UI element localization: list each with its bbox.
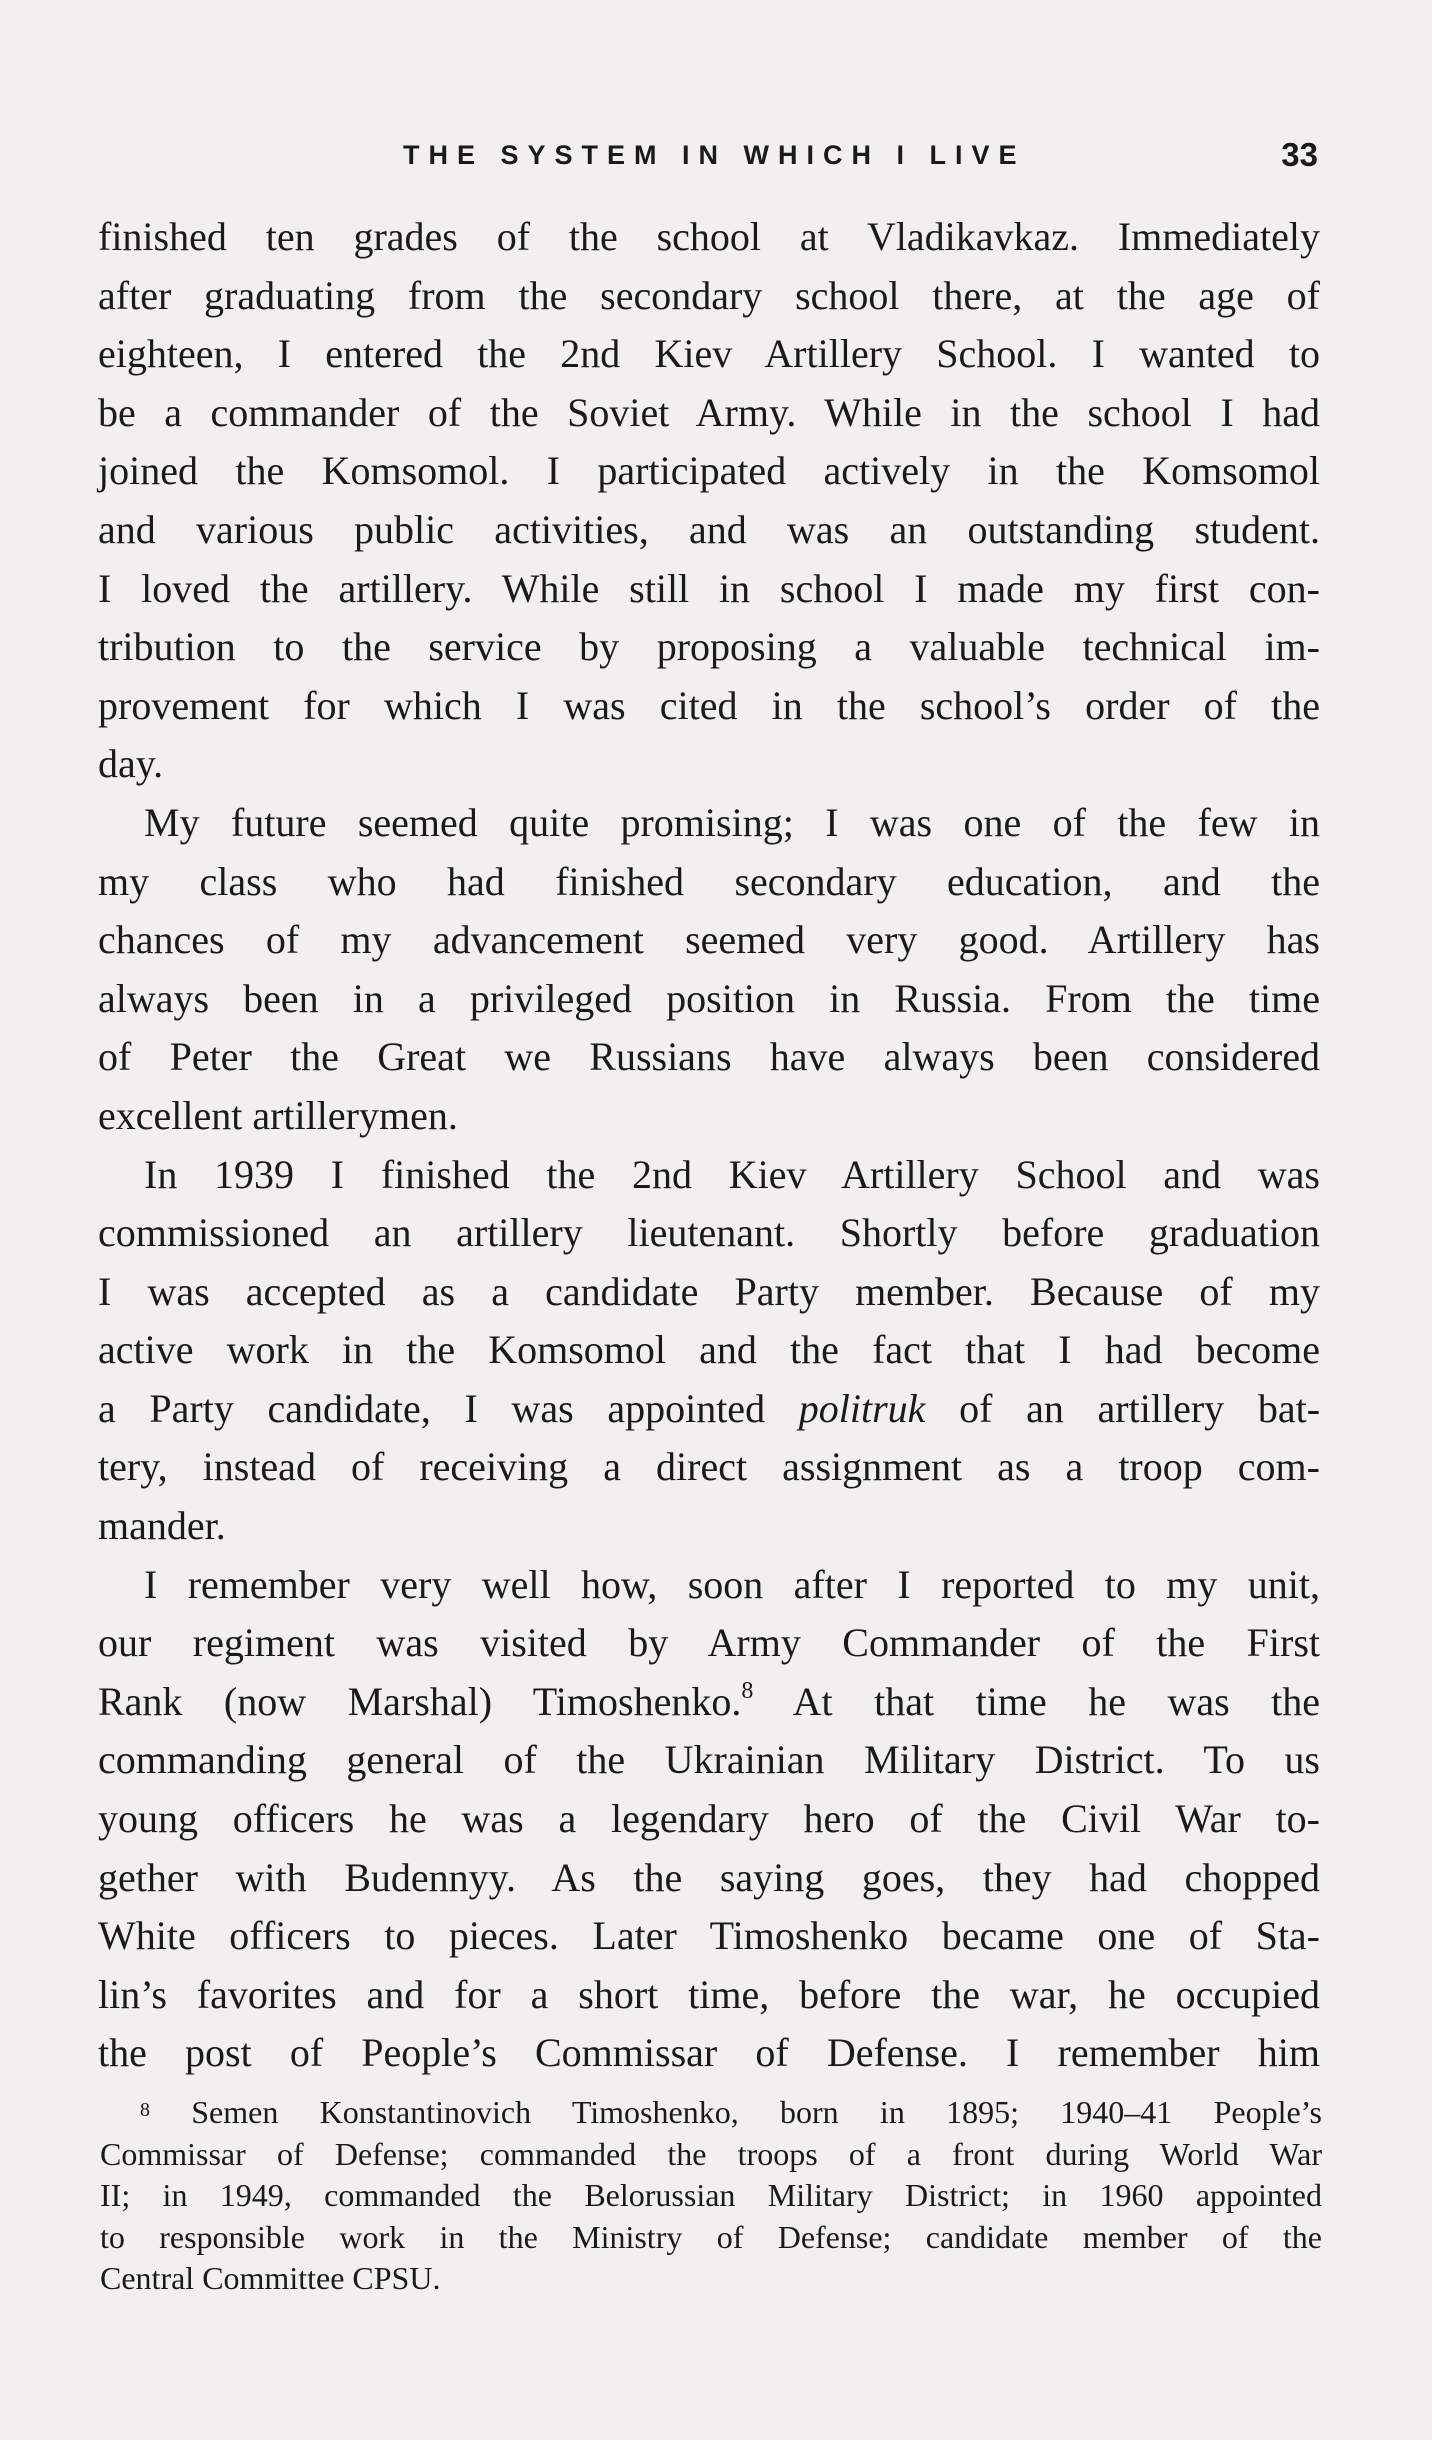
- footnote-marker: 8: [140, 2099, 150, 2122]
- text-line: of Peter the Great we Russians have always been considered: [98, 1034, 1320, 1080]
- text-line: finished ten grades of the school at Vladikavkaz. Immediately: [98, 214, 1320, 259]
- text-line: day.: [98, 741, 164, 787]
- paragraph-start-line: My future seemed quite promising; I was one of the few in: [144, 799, 1320, 845]
- footnote-line: Commissar of Defense; commanded the troops of a front during World War: [100, 2135, 1322, 2172]
- text-line-with-italic: [98, 1380, 1320, 1439]
- text-line: provement for which I was cited in the school’s order of the: [98, 682, 1320, 728]
- text-line: I loved the artillery. While still in school I made my first con-: [98, 565, 1320, 611]
- text-segment: Semen Konstantinovich Timoshenko, born in 1895; 1940–41 People’s: [191, 2094, 1323, 2130]
- footnote-line: [100, 2092, 1322, 2134]
- italic-term: politruk: [798, 1385, 926, 1431]
- text-line: joined the Komsomol. I participated actively in the Komsomol: [98, 448, 1320, 494]
- text-line: young officers he was a legendary hero of the Civil War to-: [98, 1796, 1320, 1842]
- page-number: 33: [1281, 136, 1318, 173]
- running-head: THE SYSTEM IN WHICH I LIVE: [403, 140, 1026, 170]
- text-line: White officers to pieces. Later Timoshenko became one of Sta-: [98, 1913, 1320, 1959]
- footnote-reference: 8: [741, 1678, 754, 1705]
- text-line: excellent artillerymen.: [98, 1092, 458, 1138]
- footnote-line: Central Committee CPSU.: [100, 2260, 441, 2296]
- text-segment: a Party candidate, I was appointed: [98, 1385, 766, 1431]
- text-line: tribution to the service by proposing a valuable technical im-: [98, 624, 1320, 670]
- text-line: our regiment was visited by Army Commander of the First: [98, 1620, 1320, 1666]
- text-line: and various public activities, and was an outstanding student.: [98, 506, 1320, 552]
- text-line: commissioned an artillery lieutenant. Shortly before graduation: [98, 1210, 1320, 1256]
- text-line: always been in a privileged position in Russia. From the time: [98, 975, 1320, 1021]
- text-line: lin’s favorites and for a short time, before the war, he occupied: [98, 1971, 1320, 2017]
- text-line: gether with Budennyy. As the saying goes, they had chopped: [98, 1854, 1320, 1900]
- text-line: be a commander of the Soviet Army. While in the school I had: [98, 389, 1320, 435]
- text-line: commanding general of the Ukrainian Military District. To us: [98, 1737, 1320, 1783]
- text-line: chances of my advancement seemed very good. Artillery has: [98, 917, 1320, 963]
- text-segment: At that time he was the: [792, 1678, 1321, 1724]
- text-line: tery, instead of receiving a direct assignment as a troop com-: [98, 1444, 1320, 1490]
- text-line-with-footnote-ref: [98, 1673, 1320, 1732]
- text-segment: of an artillery bat-: [959, 1385, 1321, 1431]
- footnote-line: II; in 1949, commanded the Belorussian Military District; in 1960 appointed: [100, 2177, 1322, 2213]
- text-line: my class who had finished secondary education, and the: [98, 858, 1320, 904]
- text-segment: Rank (now Marshal) Timoshenko.: [98, 1678, 742, 1724]
- footnote: [100, 2092, 1322, 2300]
- text-line: eighteen, I entered the 2nd Kiev Artillery School. I wanted to: [98, 331, 1320, 377]
- page-header: [98, 136, 1318, 180]
- footnote-line: to responsible work in the Ministry of Defense; candidate member of the: [100, 2218, 1322, 2255]
- text-line: after graduating from the secondary school there, at the age of: [98, 272, 1320, 318]
- text-line: I was accepted as a candidate Party member. Because of my: [98, 1268, 1320, 1314]
- paragraph-start-line: In 1939 I finished the 2nd Kiev Artillery School and was: [144, 1151, 1320, 1197]
- text-line: active work in the Komsomol and the fact that I had become: [98, 1327, 1320, 1373]
- paragraph-start-line: I remember very well how, soon after I reported to my unit,: [144, 1561, 1320, 1607]
- body-text: [98, 208, 1320, 2083]
- text-line: mander.: [98, 1503, 226, 1549]
- text-line: the post of People’s Commissar of Defense. I remember him: [98, 2030, 1320, 2076]
